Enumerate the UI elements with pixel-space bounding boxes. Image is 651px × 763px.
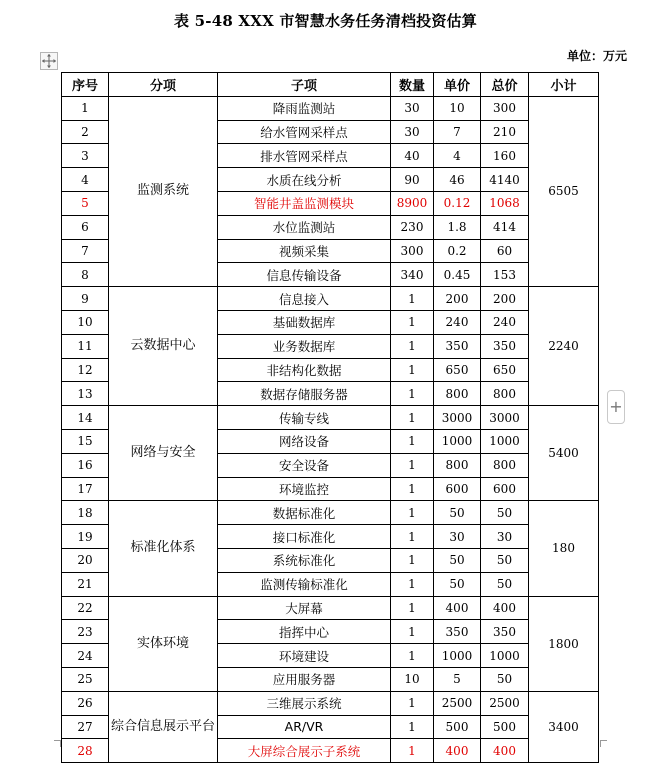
- page-corner-mark: [54, 740, 61, 747]
- total-cell: 1000: [481, 644, 529, 668]
- item-cell: 基础数据库: [218, 310, 391, 334]
- price-cell: 800: [434, 453, 481, 477]
- total-cell: 400: [481, 739, 529, 763]
- seq-cell: 10: [62, 310, 109, 334]
- qty-cell: 8900: [391, 191, 434, 215]
- item-cell: 智能井盖监测模块: [218, 191, 391, 215]
- seq-cell: 6: [62, 215, 109, 239]
- unit-label: 单位：万元: [566, 49, 627, 63]
- price-cell: 400: [434, 739, 481, 763]
- qty-cell: 300: [391, 239, 434, 263]
- seq-cell: 22: [62, 596, 109, 620]
- item-cell: 大屏综合展示子系统: [218, 739, 391, 763]
- table-move-handle-icon[interactable]: [40, 52, 58, 70]
- total-cell: 650: [481, 358, 529, 382]
- price-cell: 50: [434, 572, 481, 596]
- item-cell: 大屏幕: [218, 596, 391, 620]
- table-caption: 表 5-48 XXX 市智慧水务任务清档投资估算: [174, 12, 477, 30]
- qty-cell: 90: [391, 168, 434, 192]
- qty-cell: 1: [391, 287, 434, 311]
- seq-cell: 19: [62, 525, 109, 549]
- seq-cell: 23: [62, 620, 109, 644]
- subtotal-cell: 2240: [529, 287, 599, 406]
- category-cell: 综合信息展示平台: [109, 691, 218, 762]
- item-cell: 业务数据库: [218, 334, 391, 358]
- price-cell: 500: [434, 715, 481, 739]
- total-cell: 400: [481, 596, 529, 620]
- total-cell: 800: [481, 382, 529, 406]
- item-cell: 降雨监测站: [218, 96, 391, 120]
- price-cell: 400: [434, 596, 481, 620]
- seq-cell: 3: [62, 144, 109, 168]
- item-cell: 水位监测站: [218, 215, 391, 239]
- total-cell: 240: [481, 310, 529, 334]
- header-price: 单价: [434, 73, 481, 97]
- price-cell: 600: [434, 477, 481, 501]
- qty-cell: 1: [391, 596, 434, 620]
- seq-cell: 7: [62, 239, 109, 263]
- qty-cell: 1: [391, 358, 434, 382]
- item-cell: 非结构化数据: [218, 358, 391, 382]
- item-cell: 传输专线: [218, 406, 391, 430]
- header-seq: 序号: [62, 73, 109, 97]
- price-cell: 1000: [434, 429, 481, 453]
- price-cell: 0.45: [434, 263, 481, 287]
- qty-cell: 1: [391, 739, 434, 763]
- table-row: [62, 501, 599, 525]
- item-cell: 监测传输标准化: [218, 572, 391, 596]
- table-body: [62, 96, 599, 762]
- total-cell: 350: [481, 620, 529, 644]
- qty-cell: 1: [391, 334, 434, 358]
- seq-cell: 18: [62, 501, 109, 525]
- price-cell: 1.8: [434, 215, 481, 239]
- item-cell: 环境监控: [218, 477, 391, 501]
- investment-table: [61, 72, 599, 763]
- price-cell: 2500: [434, 691, 481, 715]
- qty-cell: 1: [391, 406, 434, 430]
- item-cell: AR/VR: [218, 715, 391, 739]
- qty-cell: 1: [391, 691, 434, 715]
- qty-cell: 1: [391, 572, 434, 596]
- subtotal-cell: 1800: [529, 596, 599, 691]
- total-cell: 3000: [481, 406, 529, 430]
- price-cell: 240: [434, 310, 481, 334]
- seq-cell: 28: [62, 739, 109, 763]
- seq-cell: 2: [62, 120, 109, 144]
- header-item: 子项: [218, 73, 391, 97]
- price-cell: 650: [434, 358, 481, 382]
- table-row: [62, 596, 599, 620]
- item-cell: 信息传输设备: [218, 263, 391, 287]
- total-cell: 200: [481, 287, 529, 311]
- qty-cell: 1: [391, 310, 434, 334]
- price-cell: 30: [434, 525, 481, 549]
- item-cell: 应用服务器: [218, 667, 391, 691]
- seq-cell: 21: [62, 572, 109, 596]
- price-cell: 350: [434, 334, 481, 358]
- seq-cell: 12: [62, 358, 109, 382]
- price-cell: 0.12: [434, 191, 481, 215]
- qty-cell: 10: [391, 667, 434, 691]
- total-cell: 153: [481, 263, 529, 287]
- subtotal-cell: 3400: [529, 691, 599, 762]
- price-cell: 800: [434, 382, 481, 406]
- price-cell: 4: [434, 144, 481, 168]
- table-row: [62, 96, 599, 120]
- price-cell: 46: [434, 168, 481, 192]
- header-category: 分项: [109, 73, 218, 97]
- price-cell: 10: [434, 96, 481, 120]
- category-cell: 标准化体系: [109, 501, 218, 596]
- seq-cell: 15: [62, 429, 109, 453]
- header-qty: 数量: [391, 73, 434, 97]
- total-cell: 50: [481, 548, 529, 572]
- seq-cell: 16: [62, 453, 109, 477]
- item-cell: 接口标准化: [218, 525, 391, 549]
- table-row: [62, 691, 599, 715]
- item-cell: 数据存储服务器: [218, 382, 391, 406]
- total-cell: 30: [481, 525, 529, 549]
- seq-cell: 1: [62, 96, 109, 120]
- seq-cell: 25: [62, 667, 109, 691]
- seq-cell: 9: [62, 287, 109, 311]
- seq-cell: 24: [62, 644, 109, 668]
- item-cell: 信息接入: [218, 287, 391, 311]
- subtotal-cell: 180: [529, 501, 599, 596]
- total-cell: 50: [481, 667, 529, 691]
- qty-cell: 1: [391, 382, 434, 406]
- seq-cell: 17: [62, 477, 109, 501]
- item-cell: 三维展示系统: [218, 691, 391, 715]
- seq-cell: 4: [62, 168, 109, 192]
- qty-cell: 40: [391, 144, 434, 168]
- seq-cell: 20: [62, 548, 109, 572]
- table-row: [62, 287, 599, 311]
- item-cell: 数据标准化: [218, 501, 391, 525]
- total-cell: 800: [481, 453, 529, 477]
- table-row: [62, 406, 599, 430]
- item-cell: 排水管网采样点: [218, 144, 391, 168]
- price-cell: 7: [434, 120, 481, 144]
- qty-cell: 1: [391, 501, 434, 525]
- seq-cell: 5: [62, 191, 109, 215]
- total-cell: 60: [481, 239, 529, 263]
- item-cell: 环境建设: [218, 644, 391, 668]
- total-cell: 160: [481, 144, 529, 168]
- item-cell: 视频采集: [218, 239, 391, 263]
- total-cell: 414: [481, 215, 529, 239]
- qty-cell: 1: [391, 620, 434, 644]
- qty-cell: 1: [391, 453, 434, 477]
- total-cell: 210: [481, 120, 529, 144]
- header-subtotal: 小计: [529, 73, 599, 97]
- price-cell: 5: [434, 667, 481, 691]
- seq-cell: 13: [62, 382, 109, 406]
- seq-cell: 11: [62, 334, 109, 358]
- total-cell: 1000: [481, 429, 529, 453]
- item-cell: 水质在线分析: [218, 168, 391, 192]
- total-cell: 4140: [481, 168, 529, 192]
- category-cell: 监测系统: [109, 96, 218, 286]
- header-row: [62, 73, 599, 97]
- price-cell: 1000: [434, 644, 481, 668]
- category-cell: 实体环境: [109, 596, 218, 691]
- qty-cell: 1: [391, 715, 434, 739]
- category-cell: 网络与安全: [109, 406, 218, 501]
- total-cell: 300: [481, 96, 529, 120]
- price-cell: 50: [434, 501, 481, 525]
- item-cell: 安全设备: [218, 453, 391, 477]
- qty-cell: 1: [391, 548, 434, 572]
- item-cell: 指挥中心: [218, 620, 391, 644]
- price-cell: 3000: [434, 406, 481, 430]
- total-cell: 2500: [481, 691, 529, 715]
- qty-cell: 30: [391, 120, 434, 144]
- total-cell: 500: [481, 715, 529, 739]
- qty-cell: 230: [391, 215, 434, 239]
- price-cell: 350: [434, 620, 481, 644]
- qty-cell: 1: [391, 644, 434, 668]
- qty-cell: 1: [391, 429, 434, 453]
- seq-cell: 27: [62, 715, 109, 739]
- add-column-plus-icon[interactable]: +: [607, 390, 625, 424]
- category-cell: 云数据中心: [109, 287, 218, 406]
- qty-cell: 340: [391, 263, 434, 287]
- price-cell: 0.2: [434, 239, 481, 263]
- qty-cell: 1: [391, 525, 434, 549]
- seq-cell: 14: [62, 406, 109, 430]
- item-cell: 网络设备: [218, 429, 391, 453]
- total-cell: 50: [481, 501, 529, 525]
- total-cell: 50: [481, 572, 529, 596]
- item-cell: 系统标准化: [218, 548, 391, 572]
- page-corner-mark: [600, 740, 607, 747]
- price-cell: 200: [434, 287, 481, 311]
- qty-cell: 1: [391, 477, 434, 501]
- seq-cell: 8: [62, 263, 109, 287]
- total-cell: 600: [481, 477, 529, 501]
- qty-cell: 30: [391, 96, 434, 120]
- subtotal-cell: 6505: [529, 96, 599, 286]
- total-cell: 350: [481, 334, 529, 358]
- item-cell: 给水管网采样点: [218, 120, 391, 144]
- seq-cell: 26: [62, 691, 109, 715]
- header-total: 总价: [481, 73, 529, 97]
- subtotal-cell: 5400: [529, 406, 599, 501]
- price-cell: 50: [434, 548, 481, 572]
- total-cell: 1068: [481, 191, 529, 215]
